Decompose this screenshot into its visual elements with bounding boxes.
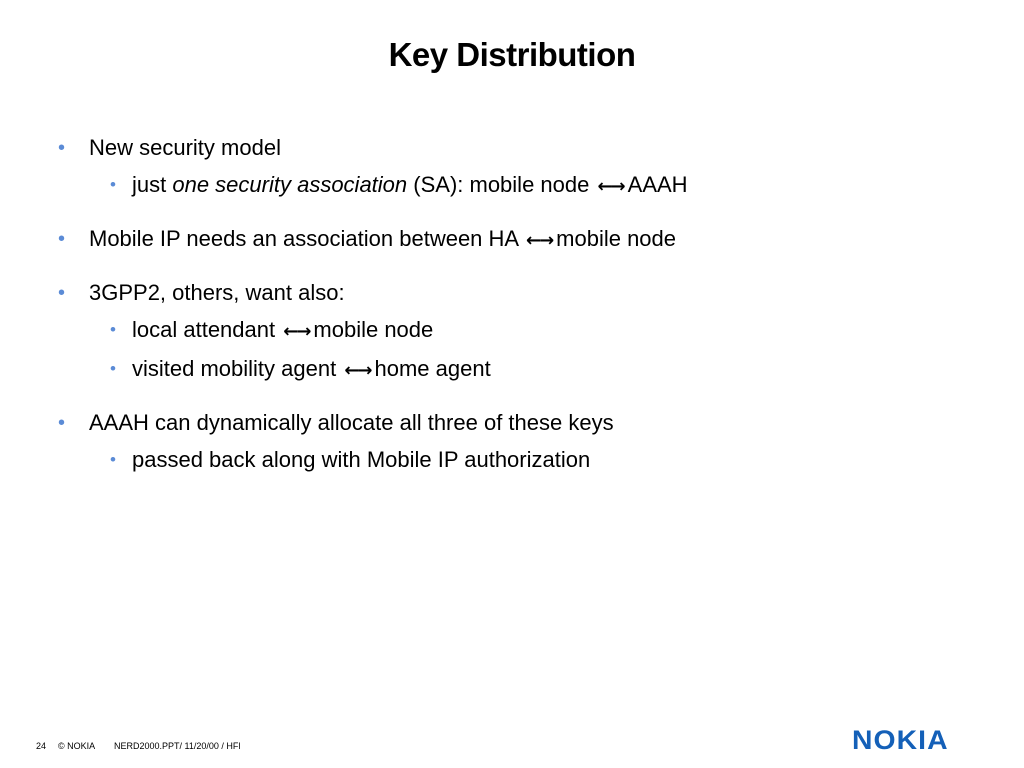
sub-bullet-emphasis: one security association (172, 172, 408, 197)
sub-bullet-tail: mobile node (313, 317, 434, 342)
sub-bullet-dot-icon: • (110, 450, 116, 469)
bidirectional-arrow-icon: ←→ (597, 176, 624, 197)
sub-bullet-dot-icon: • (110, 175, 116, 194)
bidirectional-arrow-icon: ←→ (344, 360, 371, 381)
bullet-tail: mobile node (556, 226, 677, 251)
sub-bullet-dot-icon: • (110, 320, 116, 339)
bullet-text: AAAH can dynamically allocate all three of these keys (89, 410, 614, 435)
bullet-item (58, 221, 998, 259)
sub-bullet-line (58, 311, 998, 350)
bullet-item (58, 130, 998, 205)
bidirectional-arrow-icon: ←→ (525, 230, 553, 251)
page-number: 24 (36, 741, 47, 751)
bullet-dot-icon: • (58, 228, 66, 250)
sub-bullet-line (58, 441, 998, 478)
bullet-dot-icon: • (58, 137, 66, 159)
sub-bullet-text: passed back along with Mobile IP authorization (132, 447, 591, 472)
bidirectional-arrow-icon: ←→ (283, 321, 310, 342)
sub-bullet-tail: AAAH (627, 172, 688, 197)
sub-bullet-tail: home agent (374, 356, 491, 381)
bullet-line (58, 275, 998, 311)
sub-bullet-text-before: just (132, 172, 173, 197)
slide-title: Key Distribution (388, 36, 636, 73)
copyright-text: © NOKIA (58, 741, 96, 751)
sub-bullet-line (58, 350, 998, 389)
nokia-logo: NOKIA (852, 725, 949, 755)
sub-bullet-dot-icon: • (110, 359, 116, 378)
bullet-text: 3GPP2, others, want also: (89, 280, 345, 305)
bullet-text-before: Mobile IP needs an association between HA (89, 226, 524, 251)
sub-bullet-text-before: local attendant (132, 317, 282, 342)
bullet-text: New security model (89, 135, 281, 160)
bullet-dot-icon: • (58, 282, 66, 304)
bullet-line (58, 221, 998, 259)
bullet-item (58, 275, 998, 389)
bullet-dot-icon: • (58, 412, 66, 434)
file-info-text: NERD2000.PPT/ 11/20/00 / HFl (114, 741, 241, 751)
sub-bullet-text-after: (SA): mobile node (407, 172, 596, 197)
bullet-line (58, 405, 998, 441)
sub-bullet-line (58, 166, 998, 205)
bullet-line (58, 130, 998, 166)
slide-content (58, 130, 998, 478)
slide-footer (36, 741, 240, 755)
bullet-item (58, 405, 998, 478)
sub-bullet-text-before: visited mobility agent (132, 356, 343, 381)
